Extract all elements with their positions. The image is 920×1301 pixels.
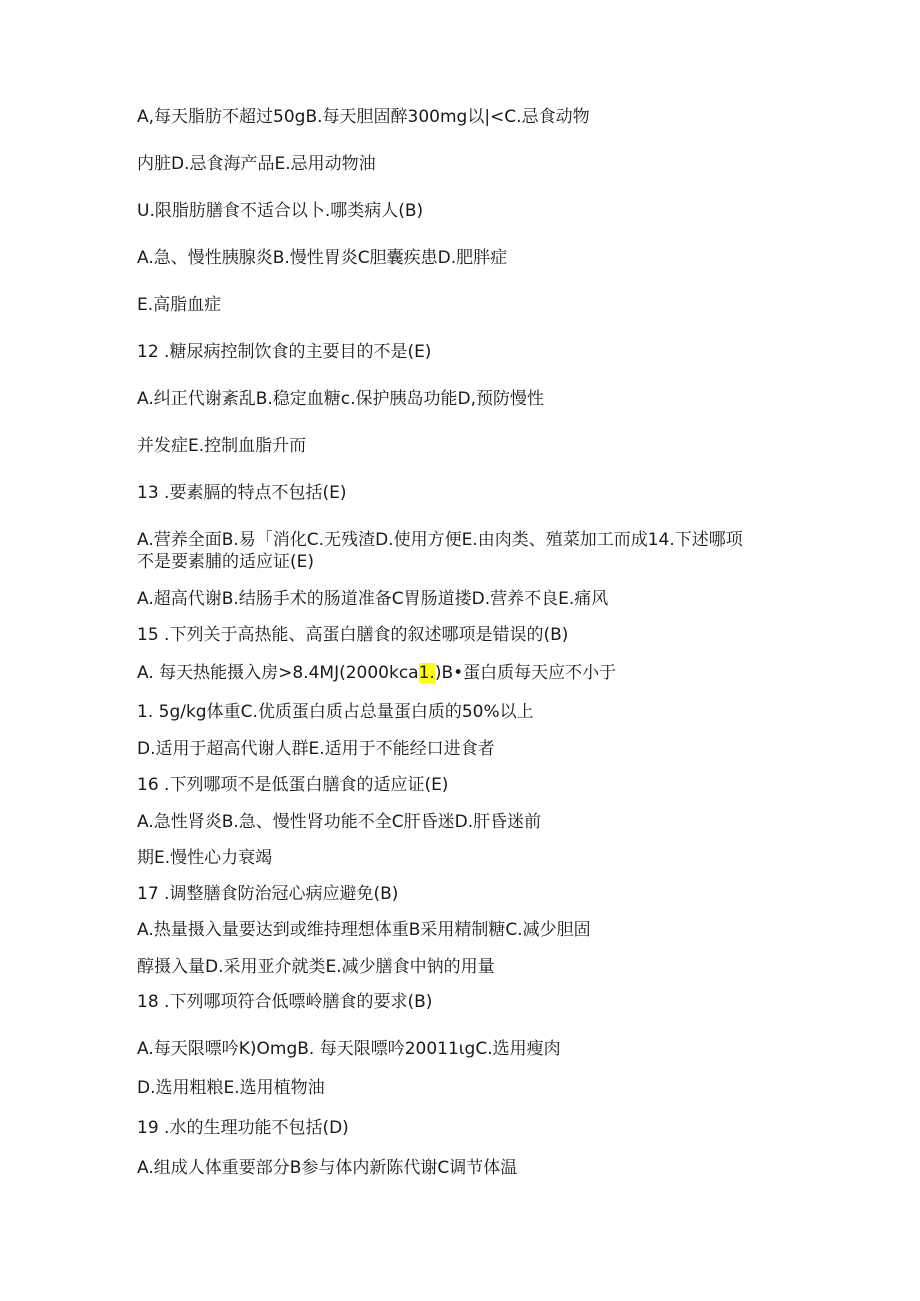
text-segment: )B•蛋白质每天应不小于 <box>434 663 617 683</box>
text-line: 醇摄入量D.采用亚介就类E.减少膳食中钠的用量 <box>137 957 495 977</box>
text-line: 并发症E.控制血脂升而 <box>137 436 307 456</box>
text-line: A.急、慢性胰腺炎B.慢性胃炎C胆囊疾患D.肥胖症 <box>137 248 508 268</box>
text-line: A.急性肾炎B.急、慢性肾功能不全C肝昏迷D.肝昏迷前 <box>137 812 542 832</box>
text-line: A.热量摄入量要达到或维持理想体重B采用精制糖C.减少胆固 <box>137 920 591 940</box>
text-line: A.纠正代谢紊乱B.稳定血糖c.保护胰岛功能D,预防慢性 <box>137 389 545 409</box>
text-line: A.超高代谢B.结肠手术的肠道准备C胃肠道搂D.营养不良E.痛风 <box>137 589 609 609</box>
text-line: A.营养全面B.易「消化C.无残渣D.使用方便E.由肉类、殖菜加工而成14.下述哪项 <box>137 530 743 550</box>
text-line <box>137 662 616 684</box>
question-16: 16 .下列哪项不是低蛋白膳食的适应证(E) <box>137 775 449 795</box>
text-line: D.适用于超高代谢人群E.适用于不能经口进食者 <box>137 739 495 759</box>
text-line: 不是要素脯的适应证(E) <box>137 552 315 572</box>
question-13: 13 .要素膈的特点不包括(E) <box>137 483 347 503</box>
text-line: 1. 5g/kg体重C.优质蛋白质占总量蛋白质的50%以上 <box>137 702 534 722</box>
question-12: 12 .糖尿病控制饮食的主要目的不是(E) <box>137 342 432 362</box>
highlighted-text: 1. <box>418 663 435 683</box>
text-line: 内脏D.忌食海产品E.忌用动物油 <box>137 154 376 174</box>
question-19: 19 .水的生理功能不包括(D) <box>137 1118 349 1138</box>
text-line: A.组成人体重要部分B参与体内新陈代谢C调节体温 <box>137 1158 518 1178</box>
text-segment: A. 每天热能摄入房>8.4MJ(2000kca <box>137 663 419 683</box>
text-line: A,每天脂肪不超过50gB.每天胆固醉300mg以|<C.忌食动物 <box>137 107 590 127</box>
text-line: E.高脂血症 <box>137 295 222 315</box>
question-18: 18 .下列哪项符合低嘌岭膳食的要求(B) <box>137 992 433 1012</box>
text-line: D.选用粗粮E.选用植物油 <box>137 1078 325 1098</box>
text-line: A.每天限嘌吟K)OmgB. 每天限嘌吟20011ιgC.选用瘦肉 <box>137 1039 561 1059</box>
text-line: 期E.慢性心力衰竭 <box>137 848 273 868</box>
question-15: 15 .下列关于高热能、高蛋白膳食的叙述哪项是错误的(B) <box>137 625 569 645</box>
question-17: 17 .调整膳食防治冠心病应避免(B) <box>137 884 399 904</box>
text-line: U.限脂肪膳食不适合以卜.哪类病人(B) <box>137 201 424 221</box>
